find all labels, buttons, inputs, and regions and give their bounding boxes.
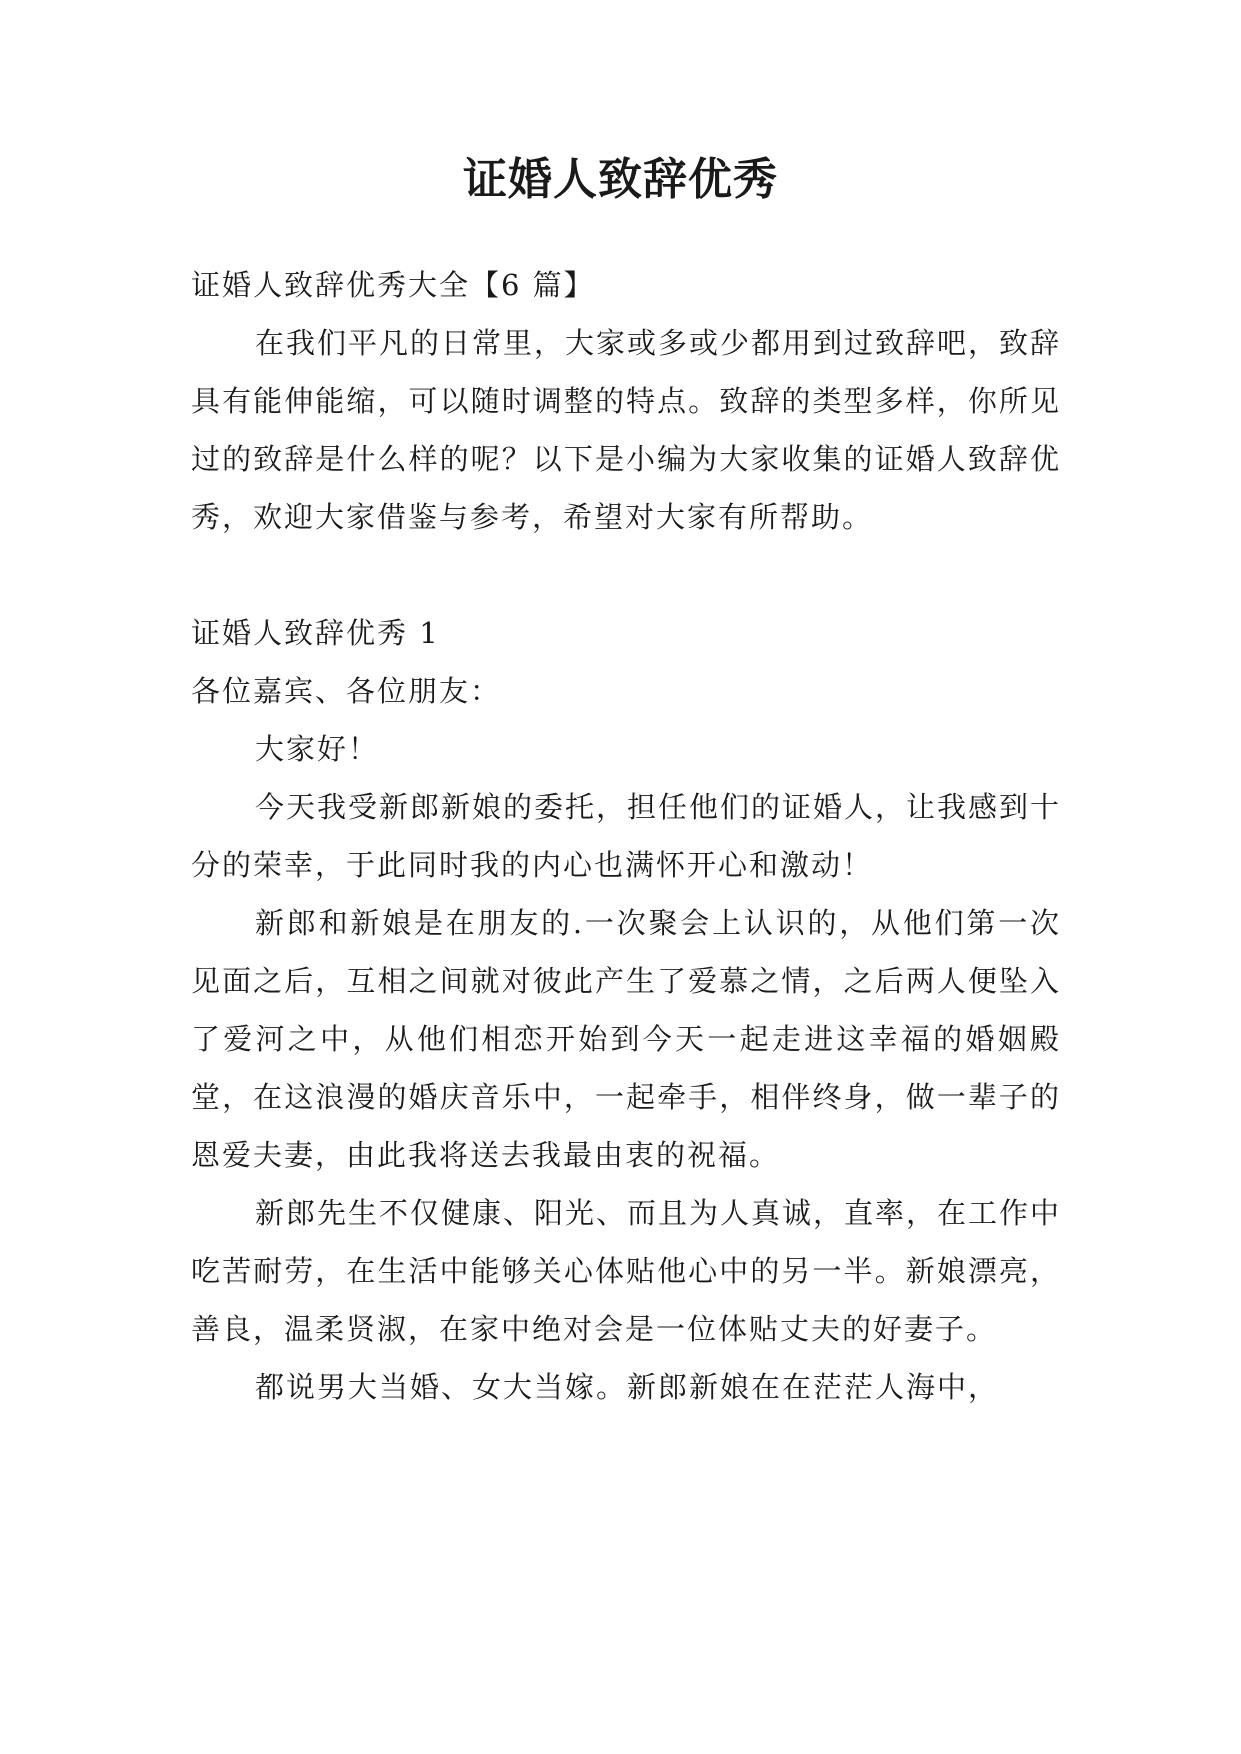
section-spacer [191,546,1061,604]
body-paragraph: 都说男大当婚、女大当嫁。新郎新娘在在茫茫人海中， [255,1370,1000,1404]
body-paragraph: 新郎先生不仅健康、阳光、而且为人真诚，直率，在工作中吃苦耐劳，在生活中能够关心体贴他心中的另一半。新娘漂亮，善良，温柔贤淑，在家中绝对会是一位体贴丈夫的好妻子。 [191,1196,1062,1346]
document-title: 证婚人致辞优秀 [463,154,778,205]
document-subtitle: 证婚人致辞优秀大全【6 篇】 [191,268,595,302]
salutation: 各位嘉宾、各位朋友： [191,674,502,708]
document-body [191,256,1061,1416]
body-paragraph: 今天我受新郎新娘的委托，担任他们的证婚人，让我感到十分的荣幸，于此同时我的内心也满怀开心和激动！ [191,790,1062,882]
intro-paragraph: 在我们平凡的日常里，大家或多或少都用到过致辞吧，致辞具有能伸能缩，可以随时调整的特点。致辞的类型多样，你所见过的致辞是什么样的呢？以下是小编为大家收集的证婚人致辞优秀，欢迎大家借鉴与参考，希望对大家有所帮助。 [191,326,1062,534]
section-heading: 证婚人致辞优秀 1 [191,616,440,650]
body-paragraph: 大家好！ [255,732,380,766]
body-paragraph: 新郎和新娘是在朋友的.一次聚会上认识的，从他们第一次见面之后，互相之间就对彼此产生了爱慕之情，之后两人便坠入了爱河之中，从他们相恋开始到今天一起走进这幸福的婚姻殿堂，在这浪漫的婚庆音乐中，一起牵手，相伴终身，做一辈子的恩爱夫妻，由此我将送去我最由衷的祝福。 [191,906,1061,1172]
